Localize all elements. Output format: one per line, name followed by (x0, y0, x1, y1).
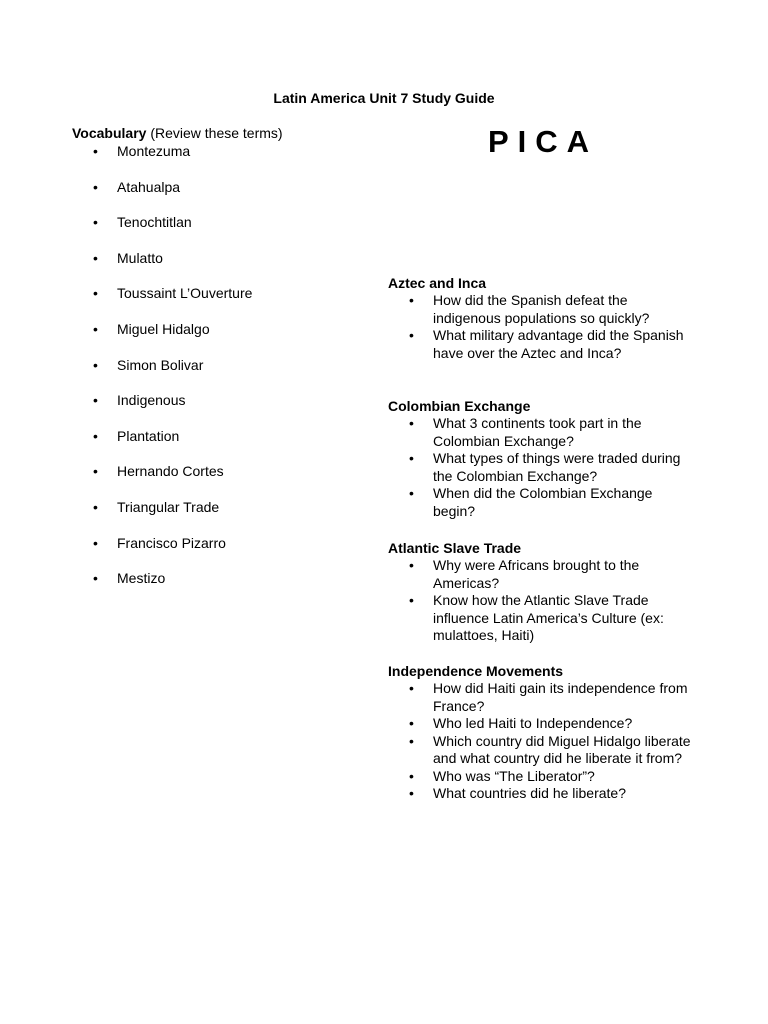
vocabulary-term: • Indigenous (72, 392, 252, 428)
question-item: • What types of things were traded during the Colombian Exchange? (388, 450, 698, 485)
vocabulary-term: • Triangular Trade (72, 499, 252, 535)
vocabulary-term: • Francisco Pizarro (72, 535, 252, 571)
vocabulary-term: • Toussaint L’Ouverture (72, 285, 252, 321)
vocabulary-heading-label: Vocabulary (72, 125, 147, 141)
question-item: • Which country did Miguel Hidalgo liberate and what country did he liberate it from? (388, 733, 698, 768)
vocabulary-term: • Simon Bolivar (72, 357, 252, 393)
question-item: • When did the Colombian Exchange begin? (388, 485, 698, 520)
vocabulary-heading-note: (Review these terms) (150, 125, 283, 141)
pica-heading: PICA (488, 124, 599, 159)
section-independence-movements (388, 663, 691, 803)
vocabulary-term: • Mulatto (72, 250, 252, 286)
vocabulary-heading (72, 125, 283, 141)
section-heading: Independence Movements (388, 663, 564, 679)
question-item: • Who was “The Liberator”? (388, 768, 698, 786)
question-list (388, 557, 688, 645)
vocabulary-term: • Tenochtitlan (72, 214, 252, 250)
question-item: • What countries did he liberate? (388, 785, 698, 803)
section-aztec-inca (388, 275, 688, 362)
question-item: • What military advantage did the Spanish have over the Aztec and Inca? (388, 327, 698, 362)
section-colombian-exchange (388, 398, 688, 520)
question-item: • How did Haiti gain its independence from France? (388, 680, 698, 715)
question-item: • Who led Haiti to Independence? (388, 715, 698, 733)
vocabulary-term: • Mestizo (72, 570, 252, 606)
vocabulary-term: • Montezuma (72, 143, 252, 179)
question-list (388, 415, 688, 520)
vocabulary-term: • Atahualpa (72, 179, 252, 215)
question-list (388, 292, 688, 362)
page-title: Latin America Unit 7 Study Guide (273, 90, 495, 106)
vocabulary-term: • Plantation (72, 428, 252, 464)
section-heading: Atlantic Slave Trade (388, 540, 522, 556)
question-item: • Why were Africans brought to the Americas? (388, 557, 698, 592)
question-list (388, 680, 691, 803)
section-heading: Aztec and Inca (388, 275, 487, 291)
question-item: • What 3 continents took part in the Colombian Exchange? (388, 415, 698, 450)
vocabulary-list (72, 143, 252, 606)
section-atlantic-slave-trade (388, 540, 688, 645)
section-heading: Colombian Exchange (388, 398, 531, 414)
vocabulary-term: • Miguel Hidalgo (72, 321, 252, 357)
question-item: • How did the Spanish defeat the indigenous populations so quickly? (388, 292, 698, 327)
vocabulary-term: • Hernando Cortes (72, 463, 252, 499)
question-item: • Know how the Atlantic Slave Trade influence Latin America’s Culture (ex: mulattoes, Haiti) (388, 592, 698, 645)
